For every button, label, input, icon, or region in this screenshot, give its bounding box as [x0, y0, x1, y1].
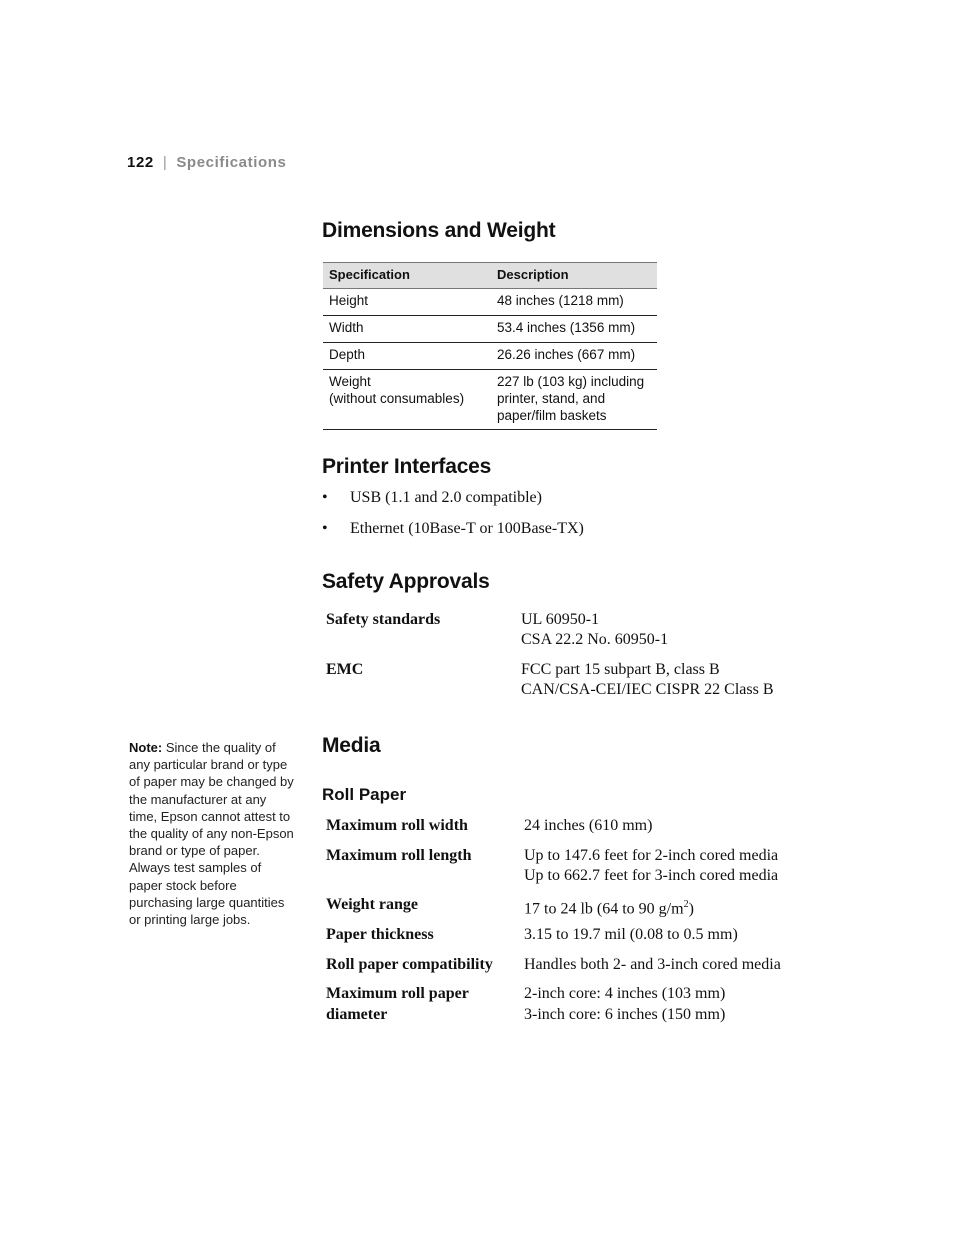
- spec-value: 2-inch core: 4 inches (103 mm): [524, 985, 726, 1002]
- desc-text: 227 lb (103 kg) including: [497, 374, 645, 389]
- roll-paper-subheading: Roll Paper: [322, 785, 407, 804]
- spec-label: Weight range: [326, 896, 418, 913]
- desc-text: printer, stand, and: [497, 391, 606, 406]
- spec-text: Weight: [329, 374, 371, 389]
- desc-text: paper/film baskets: [497, 408, 607, 423]
- page-number: 122: [127, 154, 154, 171]
- superscript: 2: [683, 899, 689, 910]
- spec-cell: [323, 289, 491, 316]
- spec-value: [524, 895, 694, 919]
- column-header-specification: Specification: [323, 263, 491, 289]
- spec-value: Handles both 2- and 3-inch cored media: [524, 956, 781, 973]
- desc-cell: [491, 289, 657, 316]
- media-heading: Media: [322, 734, 381, 757]
- spec-cell: [323, 316, 491, 343]
- spec-text: Depth: [329, 347, 366, 362]
- desc-cell: [491, 370, 657, 430]
- table-row: [323, 343, 657, 370]
- spec-value: UL 60950-1: [521, 611, 600, 628]
- spec-label: Maximum roll width: [326, 817, 468, 834]
- list-item-text: USB (1.1 and 2.0 compatible): [350, 489, 542, 506]
- desc-cell: [491, 316, 657, 343]
- spec-text: Width: [329, 320, 364, 335]
- spec-label: Safety standards: [326, 611, 441, 628]
- list-item-text: Ethernet (10Base-T or 100Base-TX): [350, 520, 584, 537]
- desc-text: 48 inches (1218 mm): [497, 293, 624, 308]
- column-header-description: Description: [491, 263, 657, 289]
- spec-value-main: 17 to 24 lb (64 to 90 g/m: [524, 900, 684, 918]
- spec-label: Maximum roll paper: [326, 985, 469, 1002]
- spec-value: 24 inches (610 mm): [524, 817, 653, 834]
- section-title: Specifications: [176, 154, 287, 171]
- running-header: [127, 154, 286, 171]
- spec-value: 3.15 to 19.7 mil (0.08 to 0.5 mm): [524, 926, 738, 943]
- interfaces-heading: Printer Interfaces: [322, 455, 492, 478]
- spec-cell: [323, 343, 491, 370]
- spec-label: Roll paper compatibility: [326, 956, 493, 973]
- spec-label: Paper thickness: [326, 926, 434, 943]
- sidebar-note: [129, 739, 294, 928]
- note-text: Since the quality of any particular brand or type of paper may be changed by the manufacturer at any time, Epson cannot attest to the quality of any non-Epson brand or type of paper. Always test samples of paper stock before purchasing large quantities or printing large jobs.: [129, 740, 294, 928]
- header-separator: |: [162, 154, 168, 171]
- bullet-glyph: •: [322, 520, 328, 537]
- bullet-glyph: •: [322, 489, 328, 506]
- spec-label: EMC: [326, 661, 364, 678]
- table-row: [323, 316, 657, 343]
- spec-value: Up to 662.7 feet for 3-inch cored media: [524, 867, 779, 884]
- table-row: [323, 289, 657, 316]
- desc-cell: [491, 343, 657, 370]
- spec-label: Maximum roll length: [326, 847, 472, 864]
- spec-value: Up to 147.6 feet for 2-inch cored media: [524, 847, 779, 864]
- desc-text: 26.26 inches (667 mm): [497, 347, 636, 362]
- safety-heading: Safety Approvals: [322, 570, 490, 593]
- spec-value: 3-inch core: 6 inches (150 mm): [524, 1006, 726, 1023]
- note-label: Note:: [129, 740, 163, 755]
- desc-text: 53.4 inches (1356 mm): [497, 320, 636, 335]
- spec-value: CSA 22.2 No. 60950-1: [521, 631, 669, 648]
- spec-cell: [323, 370, 491, 430]
- spec-text: Height: [329, 293, 369, 308]
- table-row: [323, 370, 657, 430]
- dimensions-heading: Dimensions and Weight: [322, 219, 556, 242]
- dimensions-table: [323, 262, 657, 430]
- table-header-row: [323, 263, 657, 289]
- spec-value: FCC part 15 subpart B, class B: [521, 661, 720, 678]
- spec-value: CAN/CSA-CEI/IEC CISPR 22 Class B: [521, 681, 774, 698]
- spec-label: diameter: [326, 1006, 388, 1023]
- spec-text: (without consumables): [329, 391, 465, 406]
- spec-value-close: ): [688, 900, 694, 918]
